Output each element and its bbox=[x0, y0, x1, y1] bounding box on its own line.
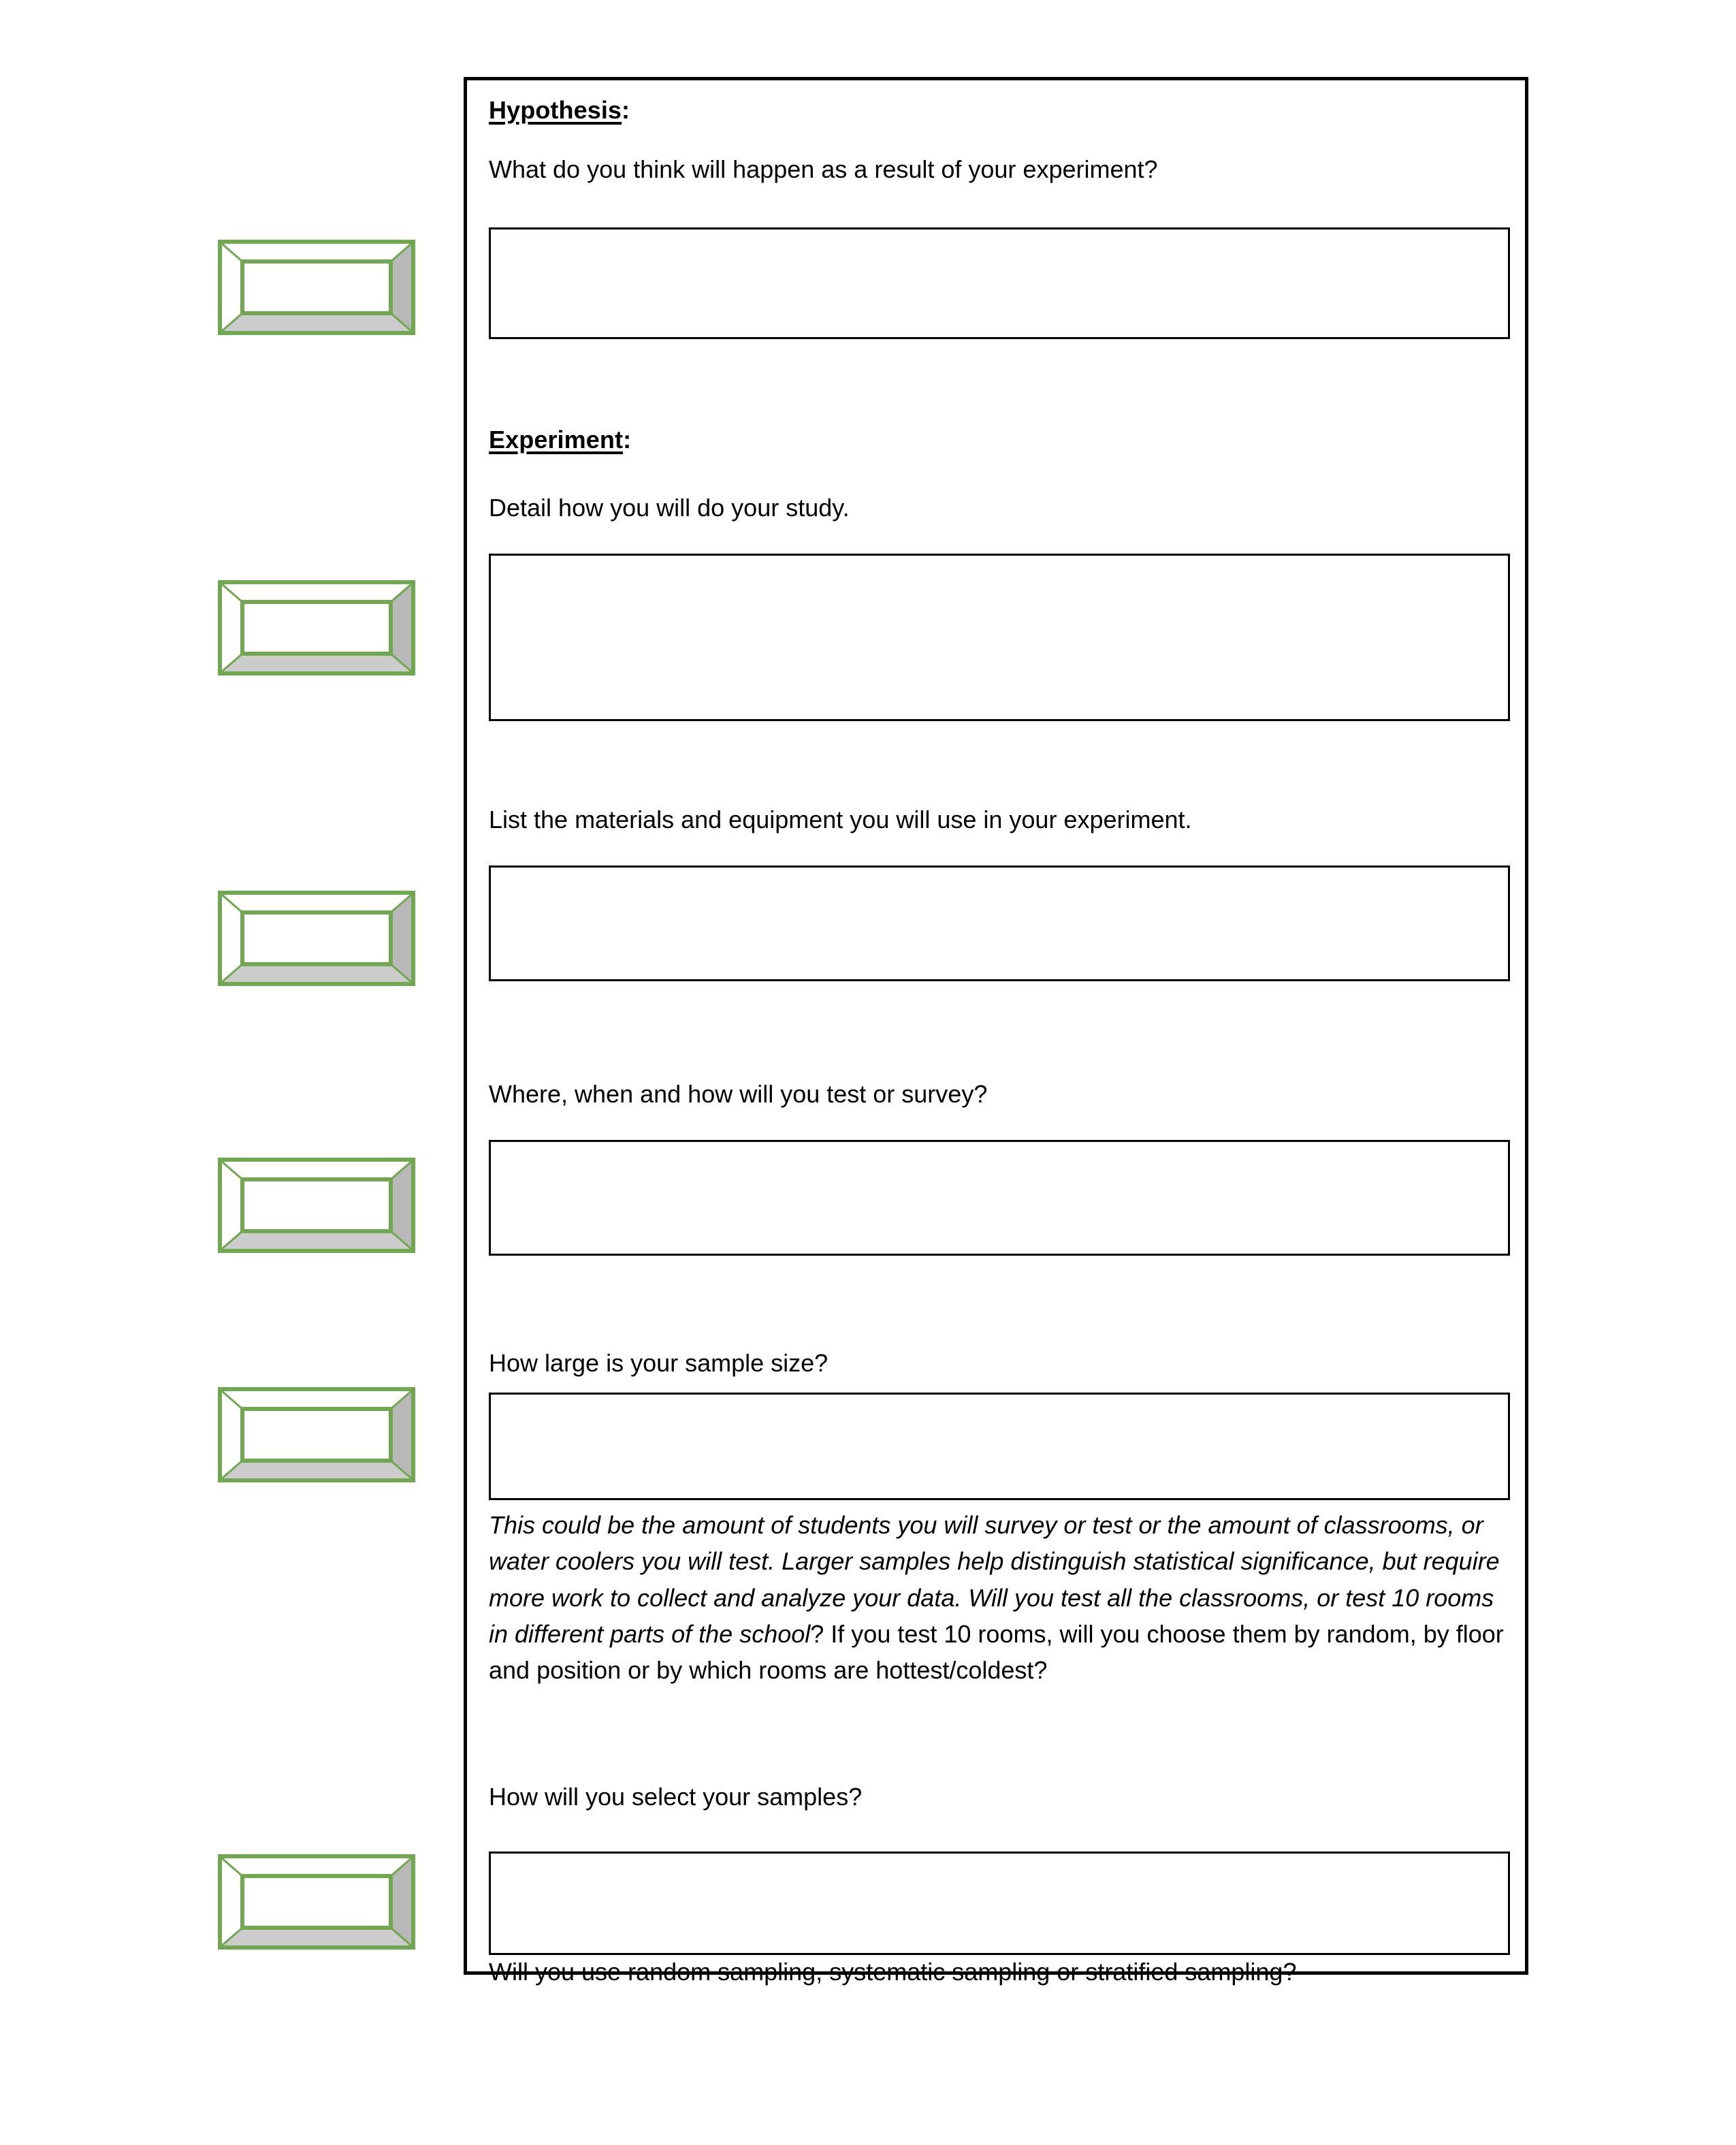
study-detail-answer-field[interactable] bbox=[489, 554, 1510, 721]
green-bevel-frame-2 bbox=[218, 580, 415, 676]
prompt-where-when-how: Where, when and how will you test or survey? bbox=[489, 1080, 988, 1108]
green-bevel-frame-5 bbox=[218, 1387, 415, 1482]
heading-experiment-colon: : bbox=[623, 426, 632, 454]
clipped-bottom-text bbox=[489, 1958, 1510, 1986]
where-when-how-answer-field[interactable] bbox=[489, 1140, 1510, 1256]
note-sample-size-italic: This could be the amount of students you will survey or test or the amount of classrooms, or water coolers you will test. Larger samples help distinguish statistical significance, but require more work to collect and analyze your data. Will you test all the classrooms, or test 10 rooms in different parts of the school bbox=[489, 1511, 1500, 1648]
clipped-bottom-text-label: Will you use random sampling, systematic sampling or stratified sampling? bbox=[489, 1958, 1297, 1986]
green-bevel-frame-3 bbox=[218, 891, 415, 986]
prompt-study-detail: Detail how you will do your study. bbox=[489, 494, 850, 522]
heading-experiment-label: Experiment bbox=[489, 426, 624, 454]
prompt-materials: List the materials and equipment you will use in your experiment. bbox=[489, 806, 1192, 833]
note-sample-size bbox=[489, 1507, 1510, 1688]
prompt-select-samples: How will you select your samples? bbox=[489, 1783, 863, 1811]
green-bevel-frame-4 bbox=[218, 1158, 415, 1253]
sample-size-answer-field[interactable] bbox=[489, 1393, 1510, 1500]
note-sample-size-regular: ? If you test 10 rooms, will you choose them by random, by floor and position or by which rooms are hottest/coldest? bbox=[489, 1619, 1504, 1685]
heading-hypothesis bbox=[489, 98, 630, 123]
prompt-sample-size: How large is your sample size? bbox=[489, 1349, 829, 1377]
materials-answer-field[interactable] bbox=[489, 865, 1510, 981]
green-bevel-frame-6 bbox=[218, 1854, 415, 1950]
heading-hypothesis-label: Hypothesis bbox=[489, 96, 622, 124]
select-samples-answer-field[interactable] bbox=[489, 1852, 1510, 1955]
hypothesis-answer-field[interactable] bbox=[489, 227, 1510, 339]
green-bevel-frame-1 bbox=[218, 240, 415, 335]
worksheet-content-box bbox=[464, 77, 1528, 1986]
heading-hypothesis-colon: : bbox=[622, 96, 630, 124]
prompt-hypothesis: What do you think will happen as a result of your experiment? bbox=[489, 155, 1158, 183]
heading-experiment bbox=[489, 428, 631, 452]
